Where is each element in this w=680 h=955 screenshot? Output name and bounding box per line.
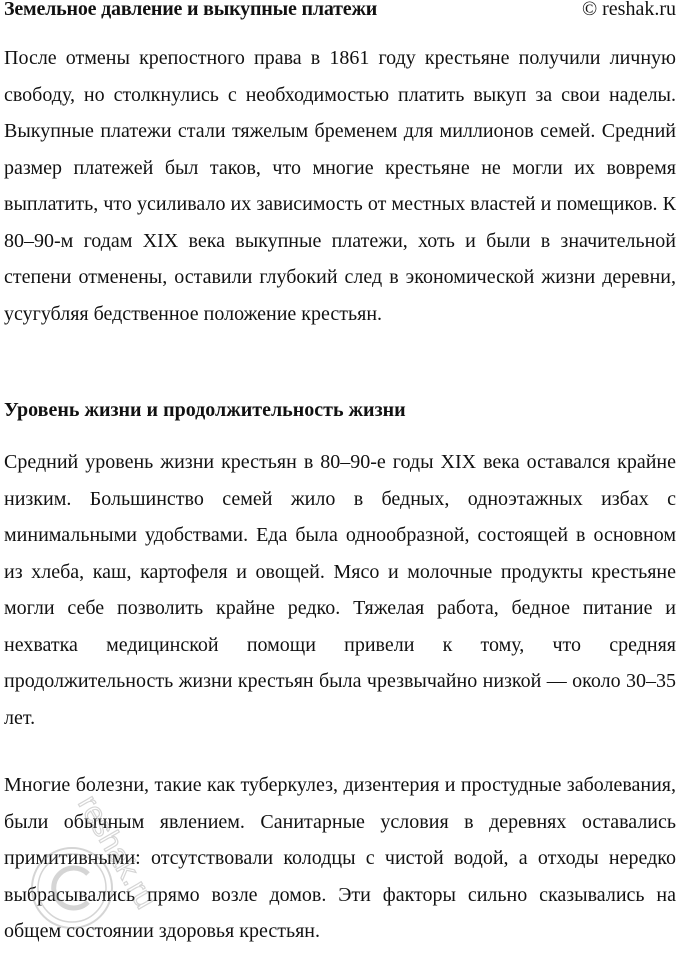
- copyright-label: © reshak.ru: [581, 0, 676, 20]
- paragraph-redemption-payments: После отмены крепостного права в 1861 году крестьяне получили личную свободу, но столкнулись с необходимостью платить выкуп за свои наделы. Выкупные платежи стали тяжелым бременем для миллионов семей. Средний размер платежей был таков, что многие крестьяне не могли их вовремя выплатить, что усиливало их зависимость от местных властей и помещиков. К 80–90-м годам XIX века выкупные платежи, хоть и были в значительной степени отменены, оставили глубокий след в экономической жизни деревни, усугубляя бедственное положение крестьян.: [4, 47, 676, 325]
- svg-text:reshak.ru: reshak.ru: [71, 790, 163, 915]
- section-heading-living-standards: Уровень жизни и продолжительность жизни: [4, 399, 406, 421]
- section-heading-land-pressure: Земельное давление и выкупные платежи: [4, 0, 378, 20]
- paragraph-diseases: Многие болезни, такие как туберкулез, дизентерия и простудные заболевания, были обычным явлением. Санитарные условия в деревнях оставались примитивными: отсутствовали колодцы с чистой водой, а отходы нередко выбрасывались прямо возле домов. Эти факторы сильно сказывались на общем состоянии здоровья крестьян.: [4, 774, 676, 942]
- document-header: [4, 0, 676, 24]
- paragraph-living-standards: Средний уровень жизни крестьян в 80–90-е годы XIX века оставался крайне низким. Большинство семей жило в бедных, одноэтажных избах с минимальными удобствами. Еда была однообразной, состоящей в основном из хлеба, каш, картофеля и овощей. Мясо и молочные продукты крестьяне могли себе позволить крайне редко. Тяжелая работа, бедное питание и нехватка медицинской помощи привели к тому, что средняя продолжительность жизни крестьян была чрезвычайно низкой — около 30–35 лет.: [4, 451, 676, 729]
